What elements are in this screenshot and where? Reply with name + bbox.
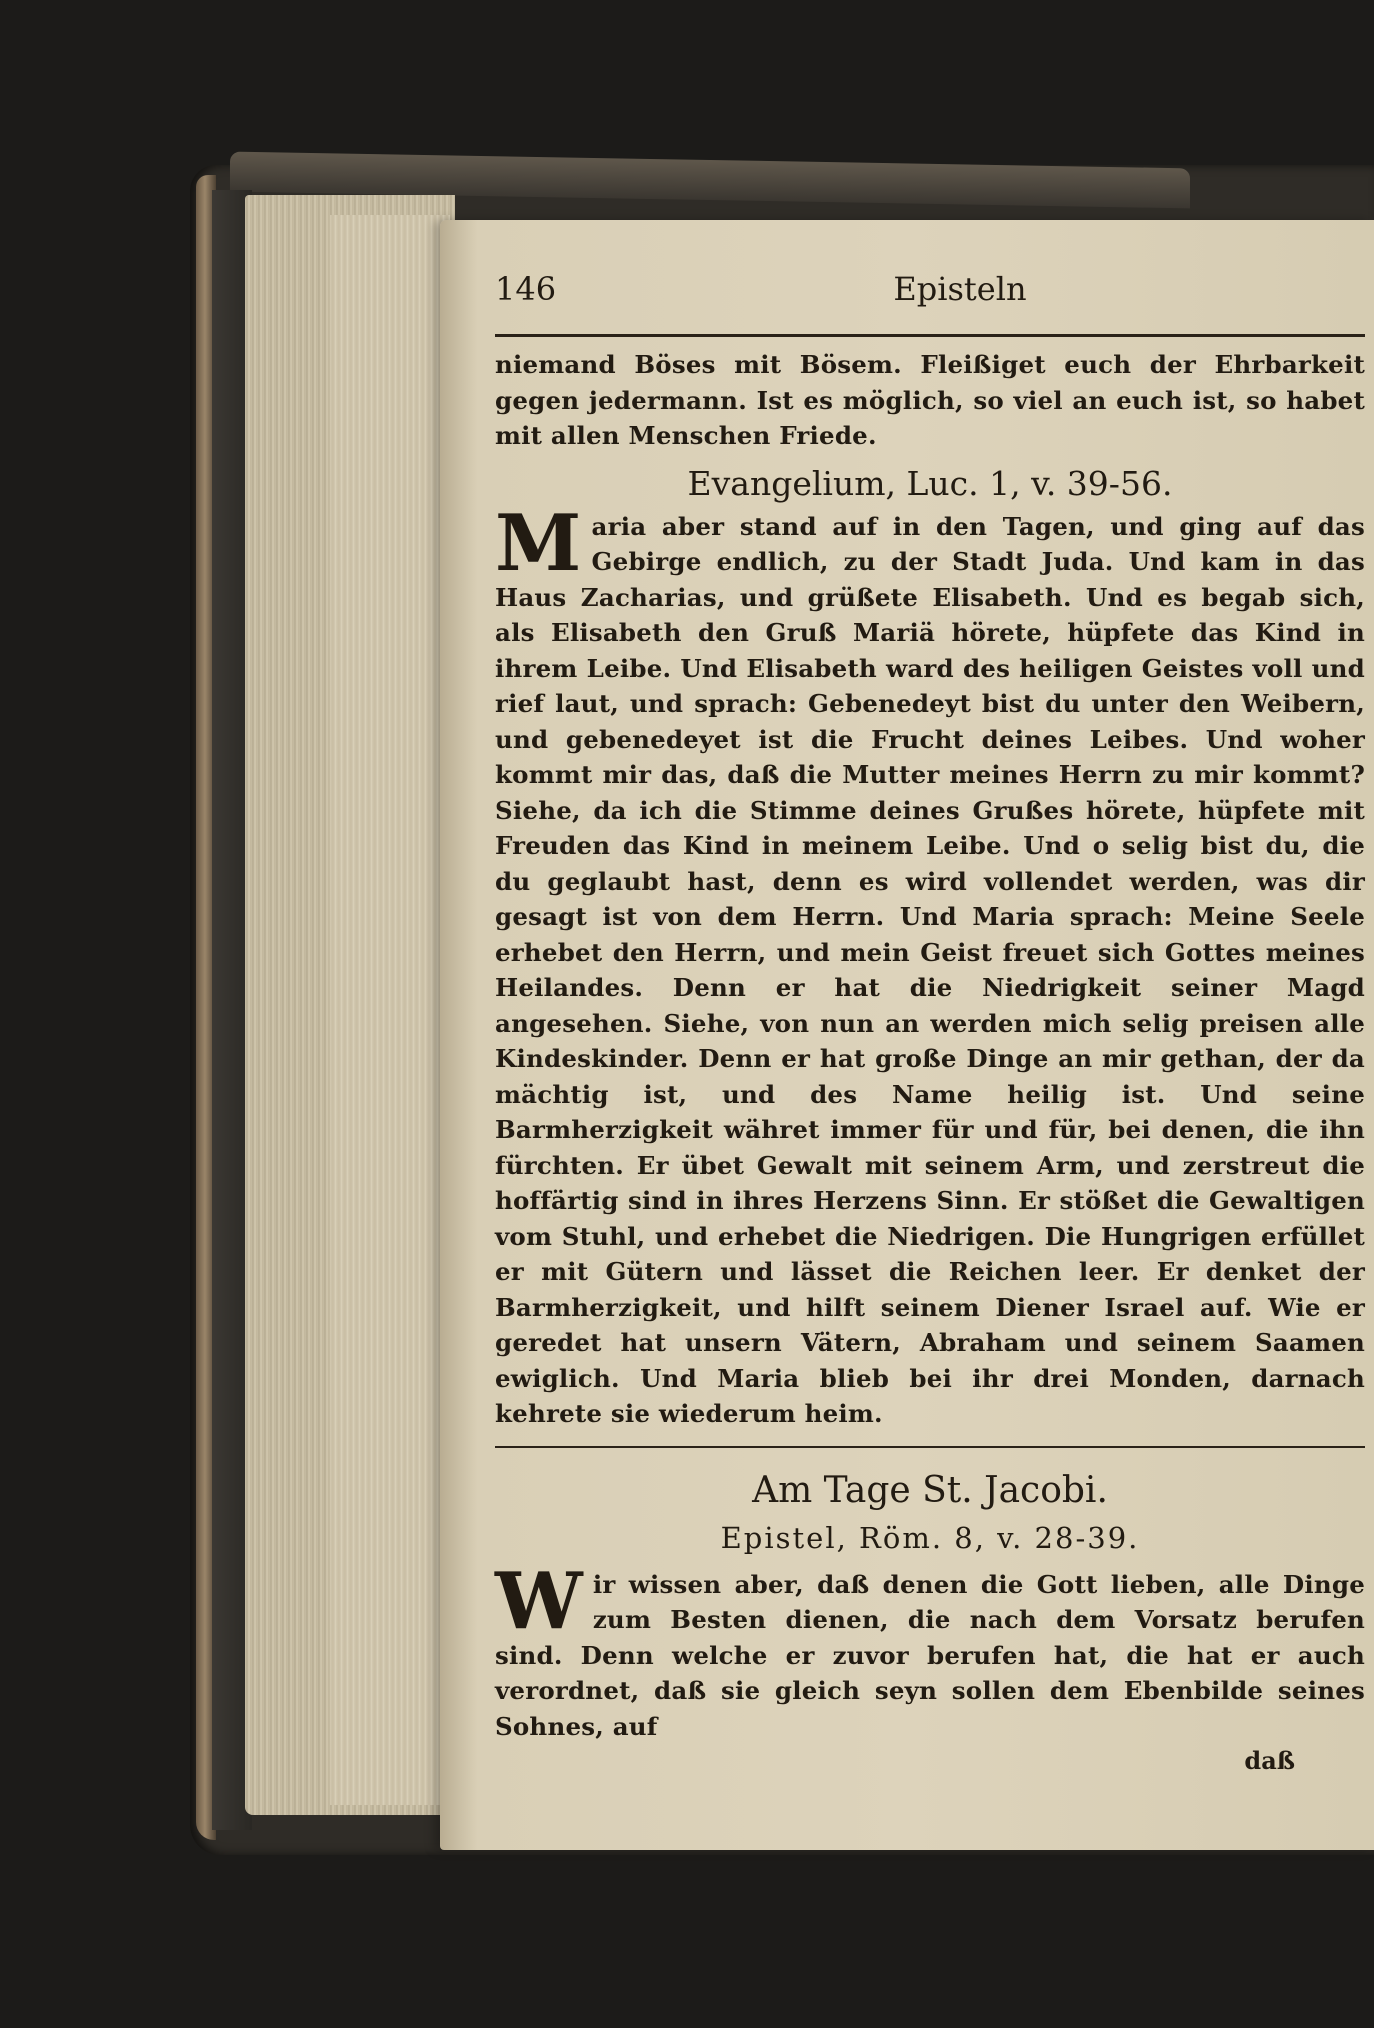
gospel-heading: Evangelium, Luc. 1, v. 39-56. [687, 463, 1173, 503]
epistle-heading: Epistel, Röm. 8, v. 28-39. [720, 1520, 1140, 1555]
page-text [495, 270, 1365, 1775]
continuation-paragraph: niemand Böses mit Bösem. Fleißiget euch der Ehrbarkeit gegen jedermann. Ist es möglich, so viel an euch ist, so habet mit allen Menschen Friede. [495, 350, 1365, 450]
page-number: 146 [495, 270, 557, 308]
epistle-paragraph [495, 1555, 1365, 1745]
page-header [495, 270, 1365, 328]
section-rule [495, 1446, 1365, 1448]
gospel-paragraph [495, 497, 1365, 1432]
catchword: daß [1244, 1746, 1295, 1775]
gospel-dropcap: M [495, 497, 582, 589]
gospel-text: aria aber stand auf in den Tagen, und ging auf das Gebirge endlich, zu der Stadt Juda. Und kam in das Haus Zacharias, und grüßete Elisabeth. Und es begab sich, als Elisabeth den Gruß Mariä hörete, hüpfete das Kind in ihrem Leibe. Und Elisabeth ward des heiligen Geistes voll und rief laut, und sprach: Gebenedeyt bist du unter den Weibern, und gebenedeyet ist die Frucht deines Leibes. Und woher kommt mir das, daß die Mutter meines Herrn zu mir kommt? Siehe, da ich die Stimme deines Grußes hörete, hüpfete mit Freuden das Kind in meinem Leibe. Und o selig bist du, die du geglaubt hast, denn es wird vollendet werden, was dir gesagt ist von dem Herrn. Und Maria sprach: Meine Seele erhebet den Herrn, und mein Geist freuet sich Gottes meines Heilandes. Denn er hat die Niedrigkeit seiner Magd angesehen. Siehe, von nun an werden mich selig preisen alle Kindeskinder. Denn er hat große Dinge an mir gethan, der da mächtig ist, und des Name heilig ist. Und seine Barmherzigkeit währet immer für und für, bei denen, die ihn fürchten. Er übet Gewalt mit seinem Arm, und zerstreut die hoffärtig sind in ihres Herzens Sinn. Er stößet die Gewaltigen vom Stuhl, und erhebet die Niedrigen. Die Hungrigen erfüllet er mit Gütern und lässet die Reichen leer. Er denket der Barmherzigkeit, und hilft seinem Diener Israel auf. Wie er geredet hat unsern Vätern, Abraham und seinem Saamen ewiglich. Und Maria blieb bei ihr drei Monden, darnach kehrete sie wiederum heim. [495, 511, 1365, 1428]
epistle-text: ir wissen aber, daß denen die Gott lieben, alle Dinge zum Besten dienen, die nach dem Vorsatz berufen sind. Denn welche er zuvor berufen hat, die hat er auch verordnet, daß sie gleich seyn sollen dem Ebenbilde seines Sohnes, auf [495, 1569, 1365, 1741]
header-rule [495, 334, 1365, 337]
page-fold [330, 215, 450, 1805]
epistle-dropcap: W [495, 1555, 583, 1647]
running-head: Episteln [893, 270, 1027, 308]
feast-heading: Am Tage St. Jacobi. [752, 1469, 1108, 1511]
